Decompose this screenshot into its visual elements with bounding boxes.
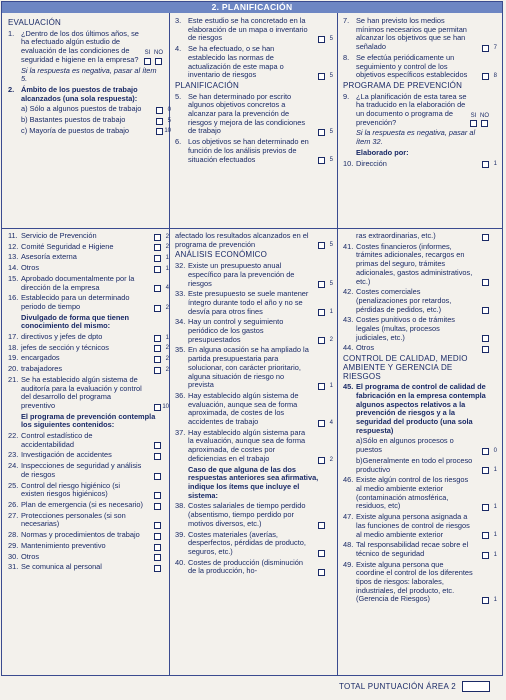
question-16: 16. Establecido para un determinado periodo de tiempo 2 xyxy=(8,293,169,311)
question-20: 20. trabajadores 2 xyxy=(8,364,169,374)
question-46: 46. Existe algún control de los riesgos al medio ambiente exterior (contaminación atmosférica, residuos, etc) 1 xyxy=(343,475,497,511)
option-checkbox[interactable]: 1 xyxy=(482,467,489,474)
question-30: 30. Otros xyxy=(8,553,161,562)
section-title: EVALUACIÓN xyxy=(8,18,61,27)
question-31: 31. Se comunica al personal xyxy=(8,563,161,572)
answer-checkbox[interactable]: 5 xyxy=(318,242,325,249)
no-checkbox[interactable] xyxy=(155,58,162,65)
answer-checkbox[interactable]: 2 xyxy=(154,367,161,374)
question-7: 7. Se han previsto los medios mínimos necesarios que permitan alcanzar los objetivos que se han señalado 7 xyxy=(343,16,497,52)
answer-checkbox[interactable]: 2 xyxy=(154,345,161,352)
answer-checkbox[interactable]: 2 xyxy=(154,234,161,241)
bottom-left-column xyxy=(8,231,169,574)
answer-checkbox[interactable] xyxy=(154,442,161,449)
question-2: 2. Ámbito de los puestos de trabajo alcanzados (una sola respuesta): xyxy=(8,84,138,103)
answer-checkbox[interactable]: 5 xyxy=(318,157,325,164)
answer-checkbox[interactable]: 8 xyxy=(482,73,489,80)
answer-checkbox[interactable] xyxy=(154,544,161,551)
question-3: 3. Este estudio se ha concretado en la elaboración de un mapa o inventario de riesgos 5 xyxy=(175,16,333,43)
answer-checkbox[interactable] xyxy=(154,522,161,529)
answer-checkbox[interactable] xyxy=(154,473,161,480)
option-checkbox[interactable]: 0 xyxy=(156,107,163,114)
question-11: 11. Servicio de Prevención 2 xyxy=(8,231,169,240)
question-38: 38. Costes salariales de tiempo perdido (absentismo, tiempo perdido por motivos diversos, etc.) xyxy=(175,502,325,528)
answer-checkbox[interactable]: 4 xyxy=(154,285,161,292)
bottom-right-column xyxy=(343,231,497,606)
answer-checkbox[interactable] xyxy=(318,550,325,557)
question-10: 10. Dirección 1 xyxy=(343,158,497,168)
question-37: 37. Hay establecido algún sistema para la evaluación, aunque sea de forma aproximada, de costes por deficiencias en el trabajo 2 xyxy=(175,427,333,463)
section-title: PLANIFICACIÓN xyxy=(175,80,239,90)
section-title: PROGRAMA DE PREVENCIÓN xyxy=(343,80,463,90)
question-45: 45. El programa de control de calidad de fabricación en la empresa contempla algunos aspectos relativos a la prevención de riesgos y a la seguridad del producto (una sola respuesta) xyxy=(343,382,486,435)
answer-checkbox[interactable] xyxy=(154,453,161,460)
subheading: Divulgado de forma que tienen conocimiento del mismo: xyxy=(21,312,129,331)
subheading: El programa de prevención contempla los siguientes contenidos: xyxy=(21,411,156,430)
answer-checkbox[interactable] xyxy=(154,533,161,540)
answer-checkbox[interactable] xyxy=(482,346,489,353)
question-15: 15. Aprobado documentalmente por la dirección de la empresa 4 xyxy=(8,273,169,292)
answer-checkbox[interactable] xyxy=(482,234,489,241)
question-40: 40. Costes de producción (disminución de la producción, ho- xyxy=(175,559,325,576)
option-row: c) Mayoría de puestos de trabajo 10 xyxy=(21,125,171,135)
option-checkbox[interactable]: 5 xyxy=(156,118,163,125)
skip-note: Si la respuesta es negativa, pasar al ítem 5. xyxy=(21,65,157,84)
answer-checkbox[interactable] xyxy=(482,335,489,342)
total-label: TOTAL PUNTUACIÓN ÁREA 2 xyxy=(339,682,456,691)
form-frame xyxy=(1,1,503,676)
question-9: 9. ¿La planificación de esta tarea se ha traducido en la elaboración de un documento o programa de prevención? SI NO xyxy=(343,91,489,127)
question-28: 28. Normas y procedimientos de trabajo xyxy=(8,531,161,540)
answer-checkbox[interactable] xyxy=(154,565,161,572)
answer-checkbox[interactable]: 1 xyxy=(482,552,489,559)
answer-checkbox[interactable] xyxy=(482,279,489,286)
question-21: 21. Se ha establecido algún sistema de auditoría para la evaluación y control del desarrollo del programa preventivo 10 xyxy=(8,374,169,410)
question-23: 23. Investigación de accidentes xyxy=(8,451,161,460)
answer-checkbox[interactable] xyxy=(154,503,161,510)
yes-checkbox[interactable] xyxy=(470,120,477,127)
answer-checkbox[interactable]: 7 xyxy=(482,45,489,52)
skip-note: Si la respuesta es negativa, pasar al ítem 32. xyxy=(356,128,476,147)
question-6: 6. Los objetivos se han determinado en función de los análisis previos de situación efectuados 5 xyxy=(175,137,333,164)
question-8: 8. Se efectúa periódicamente un seguimiento y control de los objetivos específicos establecidos 8 xyxy=(343,52,497,80)
answer-checkbox[interactable]: 1 xyxy=(154,266,161,273)
column-divider xyxy=(337,13,338,675)
answer-checkbox[interactable]: 1 xyxy=(154,255,161,262)
section-banner: 2. PLANIFICACIÓN xyxy=(2,2,502,13)
option-row: a) Sólo a algunos puestos de trabajo 0 xyxy=(21,104,171,114)
yes-no-boxes: SI NO xyxy=(144,49,163,65)
option-row: b) Bastantes puestos de trabajo 5 xyxy=(21,115,171,125)
answer-checkbox[interactable]: 5 xyxy=(318,36,325,43)
question-26: 26. Plan de emergencia (si es necesario) xyxy=(8,501,161,510)
question-32: 32. Existe un presupuesto anual específico para la prevención de riesgos 5 xyxy=(175,261,333,288)
question-49: 49. Existe alguna persona que coordine el control de los diferentes tipos de riesgos: laborales, industriales, del producto, etc. (Gerencia de Riesgos) 1 xyxy=(343,559,497,604)
answer-checkbox[interactable]: 5 xyxy=(318,281,325,288)
answer-checkbox[interactable]: 2 xyxy=(318,337,325,344)
carry-over-text: afectado los resultados alcanzados en el programa de prevención 5 xyxy=(175,231,333,249)
question-29: 29. Mantenimiento preventivo xyxy=(8,542,161,551)
answer-checkbox[interactable] xyxy=(482,307,489,314)
question-18: 18. jefes de sección y técnicos 2 xyxy=(8,342,169,352)
question-44: 44. Otros xyxy=(343,344,489,353)
question-17: 17. directivos y jefes de dpto 1 xyxy=(8,332,169,342)
total-score xyxy=(339,681,490,692)
answer-checkbox[interactable]: 5 xyxy=(318,73,325,80)
question-13: 13. Asesoría externa 1 xyxy=(8,252,169,262)
answer-checkbox[interactable]: 4 xyxy=(318,420,325,427)
option-checkbox[interactable]: 0 xyxy=(482,448,489,455)
bottom-middle-column xyxy=(175,231,333,578)
question-5: 5. Se han determinado por escrito algunos objetivos concretos a alcanzar para la prevención de riesgos y mejora de las condiciones de trabajo 5 xyxy=(175,91,333,136)
row-divider xyxy=(2,228,502,229)
question-33: 33. Este presupuesto se suele mantener íntegro durante todo el año y no se desvía para otros fines 1 xyxy=(175,289,333,316)
question-22: 22. Control estadístico de accidentabilidad xyxy=(8,432,161,449)
answer-checkbox[interactable]: 2 xyxy=(318,457,325,464)
question-42: 42. Costes comerciales (penalizaciones por retardos, pérdidas de pedidos, etc.) xyxy=(343,288,489,314)
answer-checkbox[interactable]: 2 xyxy=(154,305,161,312)
answer-checkbox[interactable]: 1 xyxy=(482,597,489,604)
question-12: 12. Comité Seguridad e Higiene 2 xyxy=(8,241,169,251)
answer-checkbox[interactable]: 1 xyxy=(482,504,489,511)
section-title: ANÁLISIS ECONÓMICO xyxy=(175,250,268,260)
answer-checkbox[interactable]: 1 xyxy=(154,335,161,342)
no-checkbox[interactable] xyxy=(481,120,488,127)
answer-checkbox[interactable]: 1 xyxy=(318,309,325,316)
answer-checkbox[interactable] xyxy=(154,492,161,499)
question-39: 39. Costes materiales (averías, desperfectos, pérdidas de producto, seguros, etc.) xyxy=(175,531,325,557)
answer-checkbox[interactable] xyxy=(154,554,161,561)
answer-checkbox[interactable]: 1 xyxy=(482,161,489,168)
question-14: 14. Otros 1 xyxy=(8,263,169,273)
question-43: 43. Costes punitivos o de trámites legales (multas, procesos judiciales, etc.) xyxy=(343,316,489,342)
option-checkbox[interactable]: 10 xyxy=(156,128,163,135)
question-34: 34. Hay un control y seguimiento periódico de los gastos presupuestados 2 xyxy=(175,317,333,344)
total-score-box[interactable] xyxy=(462,681,490,692)
question-41: 41. Costes financieros (informes, trámites adicionales, recargos en primas del seguro, trámites adicionales, gastos administrativos, etc.) xyxy=(343,243,489,287)
question-48: 48. Tal responsabilidad recae sobre el técnico de seguridad 1 xyxy=(343,540,497,558)
answer-checkbox[interactable]: 5 xyxy=(318,129,325,136)
case-note: Caso de que alguna de las dos respuestas anteriores sea afirmativa, indique los ítems que incluye el sistema: xyxy=(188,464,319,500)
question-25: 25. Control del riesgo higiénico (si existen riesgos higiénicos) xyxy=(8,482,161,499)
top-right-column xyxy=(343,16,497,170)
question-24: 24. Inspecciones de seguridad y análisis de riesgos xyxy=(8,462,161,479)
answer-checkbox[interactable]: 2 xyxy=(154,356,161,363)
top-middle-column xyxy=(175,16,333,166)
question-1: 1. ¿Dentro de los dos últimos años, se ha efectuado algún estudio de evaluación de las condiciones de seguridad e higiene en la empresa? SI NO xyxy=(8,28,163,64)
question-4: 4. Se ha efectuado, o se han establecido las normas de actualización de este mapa o inventario de riesgos 5 xyxy=(175,44,333,80)
top-left-column xyxy=(8,17,171,137)
answer-checkbox[interactable] xyxy=(318,522,325,529)
question-35: 35. En alguna ocasión se ha ampliado la partida presupuestaria para solucionar, con carácter prioritario, alguna situación de riesgo no prevista 1 xyxy=(175,345,333,390)
answer-checkbox[interactable]: 2 xyxy=(154,244,161,251)
option-row: a)Sólo en algunos procesos o puestos 0 xyxy=(356,436,497,455)
question-27: 27. Protecciones personales (si son necesarias) xyxy=(8,512,161,529)
answer-checkbox[interactable] xyxy=(318,569,325,576)
yes-checkbox[interactable] xyxy=(144,58,151,65)
question-19: 19. encargados 2 xyxy=(8,353,169,363)
question-36: 36. Hay establecido algún sistema de evaluación, aunque sea de forma aproximada, de costes de los accidentes de trabajo 4 xyxy=(175,390,333,427)
elaborated-by-label: Elaborado por: xyxy=(356,147,409,157)
carry-over-text: ras extraordinarias, etc.) xyxy=(343,232,489,241)
answer-checkbox[interactable]: 10 xyxy=(154,404,161,411)
answer-checkbox[interactable]: 1 xyxy=(318,383,325,390)
section-title: CONTROL DE CALIDAD, MEDIO AMBIENTE Y GERENCIA DE RIESGOS xyxy=(343,354,468,381)
yes-no-boxes: SI NO xyxy=(470,112,489,128)
option-row: b)Generalmente en todo el proceso productivo 1 xyxy=(356,455,497,474)
question-47: 47. Existe alguna persona asignada a las funciones de control de riesgos al medio ambiente exterior 1 xyxy=(343,512,497,539)
answer-checkbox[interactable]: 1 xyxy=(482,532,489,539)
